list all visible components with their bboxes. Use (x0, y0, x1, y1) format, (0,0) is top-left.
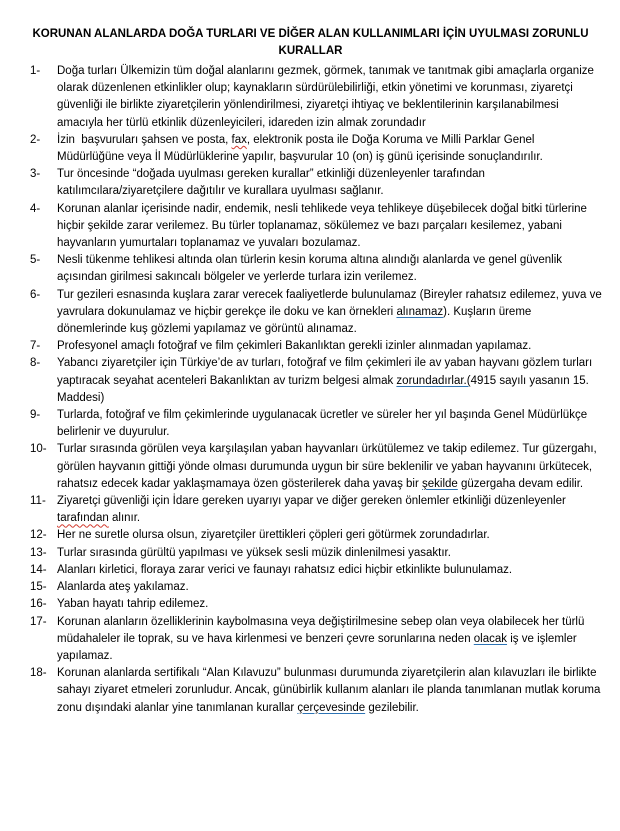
rule-text (57, 287, 604, 339)
text-segment: İzin başvuruları şahsen ve posta, (57, 133, 232, 146)
rule-text (57, 63, 604, 132)
document-title (17, 26, 604, 60)
rule-text (57, 132, 604, 166)
text-segment: Alanlarda ateş yakılamaz. (57, 581, 189, 594)
text-segment: Nesli tükenme tehlikesi altında olan türlerin kesin koruma altına alındığı alanlarda ve genel güvenlik açısından girilmesi sakıncalı bölgeler ve yerlerde turlara izin verilemez. (57, 254, 566, 284)
rule-number: 12- (30, 529, 47, 542)
rule-text (57, 665, 604, 717)
text-segment: 4915 sayılı yasanın 15. Maddesi) (57, 374, 593, 404)
rule-item (30, 527, 604, 544)
underlined-text: olacak (473, 632, 508, 645)
rule-text (57, 562, 604, 579)
rule-number: 3- (30, 168, 41, 181)
text-segment: Turlarda, fotoğraf ve film çekimlerinde uygulanacak ücretler ve süreler her yıl başında Genel Müdürlükçe belirlenir ve duyurulur. (57, 409, 591, 439)
rule-text (57, 545, 604, 562)
title-line-2: KURALLAR (278, 45, 343, 57)
text-segment: Korunan alanlarda sertifikalı “Alan Kılavuzu” bulunması durumunda ziyaretçilerin alan kılavuzları ile birlikte sahayı ziyaret etmeleri zorunludur. Ancak, günübirlik kullanım alanları ile planda tanımlanan mutlak koruma zonu dışındaki alanlar yine tanımlanan kurallar (57, 667, 604, 714)
rule-text (57, 614, 604, 666)
rule-item (30, 579, 604, 596)
rule-item (30, 201, 604, 253)
underlined-text: zorundadırlar.( (396, 374, 471, 387)
rule-text (57, 596, 604, 613)
rule-item (30, 441, 604, 493)
text-segment: Tur gezileri esnasında kuşlara zarar verecek faaliyetlerde bulunulamaz (Bireyler rahatsız edilemez, yuva ve yavrulara dokunulamaz ve hiçbir gerekçe ile doku ve kan örnekleri (57, 288, 605, 318)
text-segment: alınır. (108, 512, 141, 525)
text-segment: Alanları kirletici, floraya zarar verici ve faunayı rahatsız edici hiçbir etkinlikte bulunulamaz. (57, 563, 513, 576)
rule-item (30, 63, 604, 132)
rule-number: 1- (30, 65, 41, 77)
text-segment: Tur öncesinde “doğada uyulması gereken kurallar” etkinliği düzenleyenler tarafından katılımcılara/ziyaretçilere dağıtılır ve kurallara uyulması sağlanır. (57, 168, 489, 198)
rule-number: 11- (30, 495, 46, 508)
rule-text (57, 407, 604, 441)
text-segment: Korunan alanlar içerisinde nadir, endemik, nesli tehlikede veya tehlikeye düşebilecek doğal bitki türlerine hiçbir şekilde zarar verilemez. Bu türler toplanamaz, sökülemez ve bazı parçaları kesilemez, yabani hayvanların yumurtaları toplanamaz ve yuvaları bozulamaz. (57, 202, 591, 250)
rule-text (57, 441, 604, 493)
text-segment: Turlar sırasında görülen veya karşılaşılan yaban hayvanları ürkütülemez ve takip edilemez. Tur güzergahı, görülen hayvanın gittiği yönde olması durumunda uygun bir süre beklenilir ve yaban hayvanını ürkütecek, rahatsız edecek kadar yaklaşmamaya özen gösterilerek daha yavaş bir (57, 443, 600, 490)
rule-text (57, 252, 604, 286)
rule-item (30, 562, 604, 579)
text-segment: Profesyonel amaçlı fotoğraf ve film çekimleri Bakanlıktan gerekli izinler alınmadan yapılamaz. (57, 340, 532, 353)
rule-number: 13- (30, 546, 47, 559)
rule-text (57, 166, 604, 200)
text-segment: Yabancı ziyaretçiler için Türkiye’de av turları, fotoğraf ve film çekimleri ile av yaban hayvanı gözlem turları yaptıracak seyahat acenteleri Bakanlıktan av turizm belgesi almak (57, 357, 596, 387)
rule-number: 6- (30, 288, 41, 301)
rule-number: 10- (30, 443, 47, 456)
text-segment: iş ve işlemler yapılamaz. (57, 632, 580, 662)
underlined-text: şekilde (422, 477, 458, 490)
text-segment: Turlar sırasında gürültü yapılması ve yüksek sesli müzik dinlenilmesi yasaktır. (57, 546, 451, 559)
text-segment: , elektronik posta ile Doğa Koruma ve Milli Parklar Genel Müdürlüğüne veya İl Müdürlüklerine yapılır, başvurular 10 (on) iş günü içerisinde sonuçlandırılır. (57, 133, 543, 164)
rule-number: 18- (30, 667, 47, 680)
spellcheck-flagged-text: fax (231, 133, 247, 146)
underlined-text: çerçevesinde (297, 701, 366, 714)
text-segment: Korunan alanların özelliklerinin kaybolmasına veya değiştirilmesine sebep olan veya olabilecek her türlü müdahaleler ile toprak, su ve hava kirlenmesi ve benzeri çevre sorunlarına neden (57, 615, 588, 645)
text-segment: Her ne suretle olursa olsun, ziyaretçiler ürettikleri çöpleri geri götürmek zorundadırlar. (57, 529, 490, 542)
rule-text (57, 355, 604, 407)
rule-item (30, 132, 604, 166)
text-segment: Doğa turları Ülkemizin tüm doğal alanlarını gezmek, görmek, tanımak ve tanıtmak gibi amaçlarla organize olarak düzenlenen etkinlikler olup; kaynakların sürdürülebilirliği, etkin yönetimi ve korunması, ziyaretçi güvenliği ile birlikte ziyaretçilerin yönlendirilmesi, ziyaretçi ihtiyaç ve beklentilerinin karşılanabilmesi amacıyla her türlü etkinlik düzenleyicileri, idareden izin almak zorundadır (57, 65, 598, 129)
rule-text (57, 493, 604, 527)
rule-item (30, 338, 604, 355)
rule-item (30, 665, 604, 717)
rule-number: 4- (30, 202, 41, 215)
rule-item (30, 545, 604, 562)
title-line-1: KORUNAN ALANLARDA DOĞA TURLARI VE DİĞER ALAN KULLANIMLARI İÇİN UYULMASI ZORUNLU (32, 28, 589, 40)
rule-text (57, 527, 604, 544)
rule-text (57, 338, 604, 355)
rule-item (30, 355, 604, 407)
rule-item (30, 407, 604, 441)
rule-number: 17- (30, 615, 47, 628)
rule-number: 15- (30, 581, 47, 594)
underlined-text: alınamaz (396, 305, 444, 318)
rule-item (30, 596, 604, 613)
text-segment: Ziyaretçi güvenliği için İdare gereken uyarıyı yapar ve diğer gereken önlemler etkinliği düzenleyenler (57, 495, 570, 508)
rule-item (30, 166, 604, 200)
rule-number: 14- (30, 563, 47, 576)
rule-item (30, 287, 604, 339)
rule-number: 9- (30, 409, 41, 422)
rule-number: 8- (30, 357, 41, 370)
rule-item (30, 493, 604, 527)
spellcheck-flagged-text: tarafından (57, 512, 109, 525)
rule-text (57, 201, 604, 253)
text-segment: Yaban hayatı tahrip edilemez. (57, 598, 209, 611)
rule-item (30, 252, 604, 286)
rule-text (57, 579, 604, 596)
rule-number: 5- (30, 254, 41, 267)
text-segment: güzergaha devam edilir. (457, 477, 584, 490)
rule-number: 16- (30, 598, 47, 611)
text-segment: ). Kuşların üreme dönemlerinde kuş gözlemi yapılamaz ve görüntü alınamaz. (57, 305, 535, 336)
rule-item (30, 614, 604, 666)
rule-number: 7- (30, 340, 41, 353)
rule-number: 2- (30, 133, 41, 146)
text-segment: gezilebilir. (365, 701, 419, 714)
rules-list (17, 63, 604, 717)
